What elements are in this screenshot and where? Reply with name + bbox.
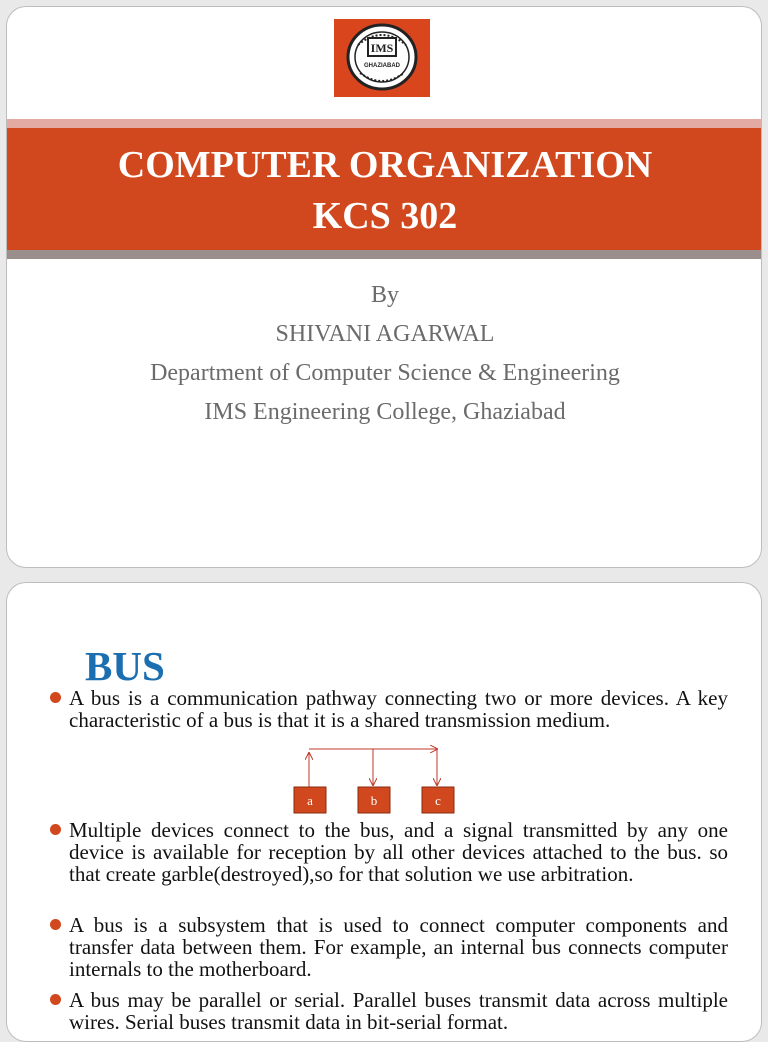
course-code: KCS 302 [312,195,458,237]
ims-seal-icon [334,19,430,97]
bullet-text: A bus is a subsystem that is used to connect computer components and transfer data between them. For example, an internal bus connects computer internals to the motherboard. [69,913,728,981]
college-logo [334,19,430,97]
bullet-text: A bus is a communication pathway connecting two or more devices. A key characteristic of a bus is that it is a shared transmission medium. [69,686,728,732]
bullet-item [41,687,728,731]
device-label-b: b [370,793,378,808]
bullet-text: Multiple devices connect to the bus, and a signal transmitted by any one device is available for reception by all other devices attached to the bus. so that create garble(destroyed),so for that solution we use arbitration. [69,818,728,886]
bus-slide [6,582,762,1042]
device-label-a: a [307,793,313,808]
device-label-c: c [435,793,441,808]
bullet-item [41,989,728,1033]
bullet-item [41,819,728,885]
bullet-text: A bus may be parallel or serial. Parallel buses transmit data across multiple wires. Serial buses transmit data in bit-serial format. [69,988,728,1034]
title-band-bottom-stripe [7,250,762,259]
title-band-top-stripe [7,119,762,128]
slide-heading: BUS [85,643,165,689]
bullet-dot-icon [50,692,61,703]
logo-college: GHAZIABAD [364,63,400,69]
bullet-dot-icon [50,919,61,930]
bullet-dot-icon [50,824,61,835]
bullet-item [41,914,728,980]
title-slide [6,6,762,568]
logo-text: IMS [370,41,394,55]
author-name: SHIVANI AGARWAL [275,321,495,347]
department-name: Department of Computer Science & Engineering [150,360,620,386]
college-name: IMS Engineering College, Ghaziabad [204,399,566,425]
course-title: COMPUTER ORGANIZATION [117,144,653,186]
bullet-dot-icon [50,994,61,1005]
bus-diagram [277,739,477,821]
by-label: By [370,282,399,308]
